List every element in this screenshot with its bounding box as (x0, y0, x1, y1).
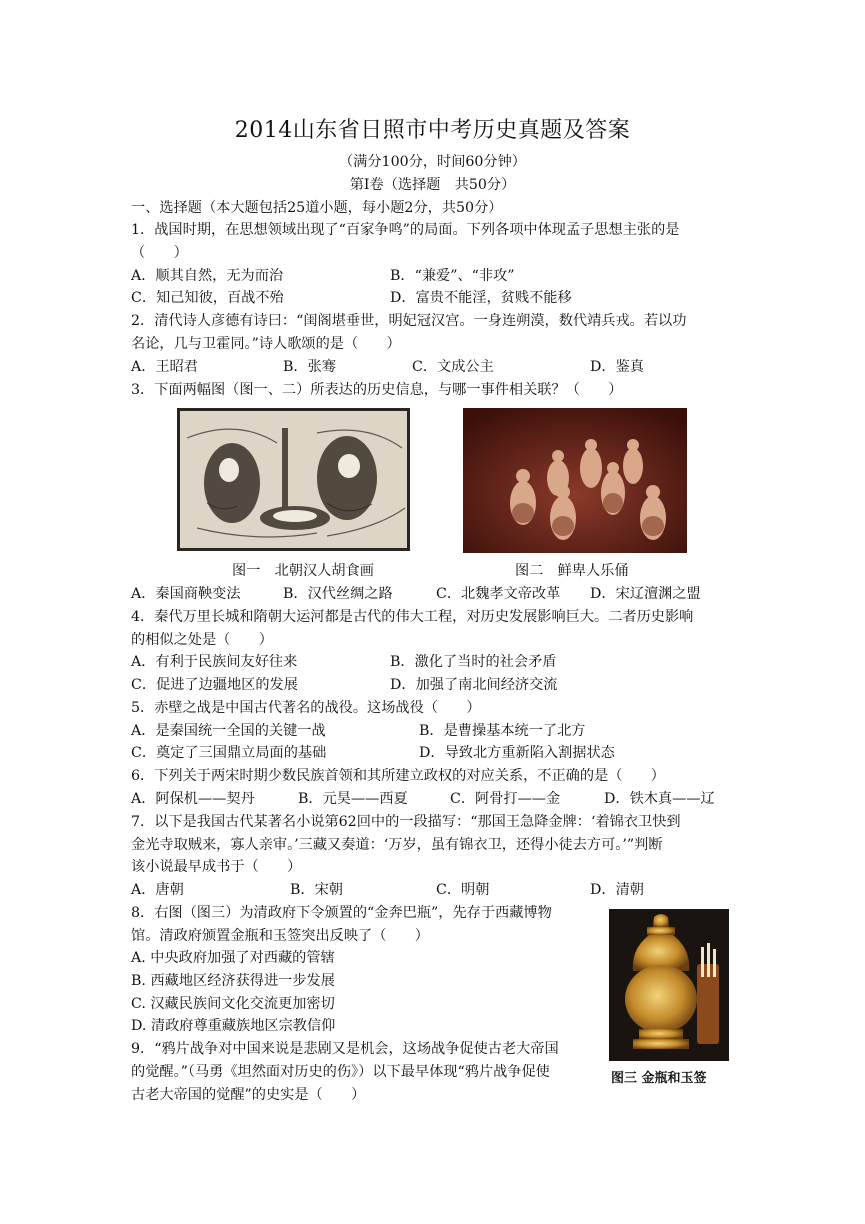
question-stem: 的相似之处是（ ） (131, 632, 273, 648)
option-b: B．激化了当时的社会矛盾 (390, 654, 557, 670)
question-stem: 8．右图（图三）为清政府下令颁置的“金奔巴瓶”，先存于西藏博物 (131, 905, 552, 921)
question-stem: 金光寺取贼来，寡人亲审。’三藏又奏道：‘万岁，虽有锦衣卫，还得小徒去方可。’”判断 (131, 837, 663, 853)
option-a: A．顺其自然，无为而治 (131, 268, 284, 284)
option-d: D．清朝 (590, 882, 644, 898)
option-c: C．文成公主 (412, 359, 494, 375)
question-stem: 9．“鸦片战争对中国来说是悲剧又是机会，这场战争促使古老大帝国 (131, 1041, 559, 1057)
question-stem: 馆。清政府颁置金瓶和玉签突出反映了（ ） (131, 928, 429, 944)
option-a: A. 中央政府加强了对西藏的管辖 (131, 950, 335, 966)
option-b: B．张骞 (283, 359, 336, 375)
question-stem: 古老大帝国的觉醒”的史实是（ ） (131, 1087, 366, 1103)
question-stem: （ ） (131, 245, 188, 261)
figure-2-caption: 图二 鲜卑人乐俑 (515, 563, 629, 579)
option-a: A．王昭君 (131, 359, 198, 375)
question-stem: 的觉醒。”（马勇《坦然面对历史的伤》）以下最早体现“鸦片战争促使 (131, 1064, 550, 1080)
option-c: C．阿骨打——金 (450, 791, 561, 807)
option-a: A．秦国商鞅变法 (131, 586, 241, 602)
question-stem: 7．以下是我国古代某著名小说第62回中的一段描写：“那国王急降金牌：‘着锦衣卫快到 (131, 814, 681, 830)
question-stem: 2．清代诗人彦德有诗曰：“闺阁堪垂世，明妃冠汉宫。一身连朔漠，数代靖兵戎。若以功 (131, 313, 687, 329)
option-b: B．是曹操基本统一了北方 (419, 723, 586, 739)
option-c: C．北魏孝文帝改革 (436, 586, 561, 602)
option-d: D．宋辽澶渊之盟 (590, 586, 701, 602)
question-stem: 3．下面两幅图（图一、二）所表达的历史信息，与哪一事件相关联？（ ） (131, 382, 623, 398)
option-b: B．“兼爱”、“非攻” (390, 268, 515, 284)
option-d: D．鉴真 (590, 359, 644, 375)
option-d: D．铁木真——辽 (604, 791, 715, 807)
option-c: C．明朝 (436, 882, 490, 898)
section-heading: 一、选择题（本大题包括25道小题，每小题2分，共50分） (131, 200, 503, 216)
option-b: B．元昊——西夏 (298, 791, 408, 807)
question-stem: 该小说最早成书于（ ） (131, 859, 302, 875)
volume-heading: 第Ⅰ卷（选择题 共50分） (349, 177, 516, 193)
option-c: C．奠定了三国鼎立局面的基础 (131, 745, 327, 761)
page-title: 2014山东省日照市中考历史真题及答案 (234, 118, 631, 143)
option-b: B．宋朝 (290, 882, 343, 898)
option-c: C. 汉藏民族间文化交流更加密切 (131, 996, 335, 1012)
option-d: D．导致北方重新陷入割据状态 (419, 745, 615, 761)
question-stem: 6．下列关于两宋时期少数民族首领和其所建立政权的对应关系，不正确的是（ ） (131, 768, 665, 784)
option-d: D．加强了南北间经济交流 (390, 677, 558, 693)
exam-subtitle: （满分100分，时间60分钟） (338, 154, 526, 170)
option-c: C．促进了边疆地区的发展 (131, 677, 298, 693)
question-stem: 5．赤壁之战是中国古代著名的战役。这场战役（ ） (131, 700, 481, 716)
figure-3-golden-urn-photo (609, 909, 729, 1061)
option-c: C．知己知彼，百战不殆 (131, 290, 284, 306)
option-d: D．富贵不能淫，贫贱不能移 (390, 290, 572, 306)
option-b: B．汉代丝绸之路 (283, 586, 393, 602)
option-a: A．是秦国统一全国的关键一战 (131, 723, 326, 739)
figure-3-caption: 图三 金瓶和玉签 (611, 1071, 707, 1086)
option-d: D. 清政府尊重藏族地区宗教信仰 (131, 1018, 336, 1034)
question-stem: 4．秦代万里长城和隋朝大运河都是古代的伟大工程，对历史发展影响巨大。二者历史影响 (131, 609, 694, 625)
option-b: B. 西藏地区经济获得进一步发展 (131, 973, 335, 989)
option-a: A．有利于民族间友好往来 (131, 654, 298, 670)
question-stem: 1．战国时期，在思想领域出现了“百家争鸣”的局面。下列各项中体现孟子思想主张的是 (131, 222, 680, 238)
figure-2-figurines-photo (463, 408, 687, 553)
question-stem: 名论，几与卫霍同。”诗人歌颂的是（ ） (131, 336, 401, 352)
figure-1-caption: 图一 北朝汉人胡食画 (232, 563, 374, 579)
option-a: A．阿保机——契丹 (131, 791, 255, 807)
option-a: A．唐朝 (131, 882, 184, 898)
figure-1-mural-image (177, 408, 410, 551)
